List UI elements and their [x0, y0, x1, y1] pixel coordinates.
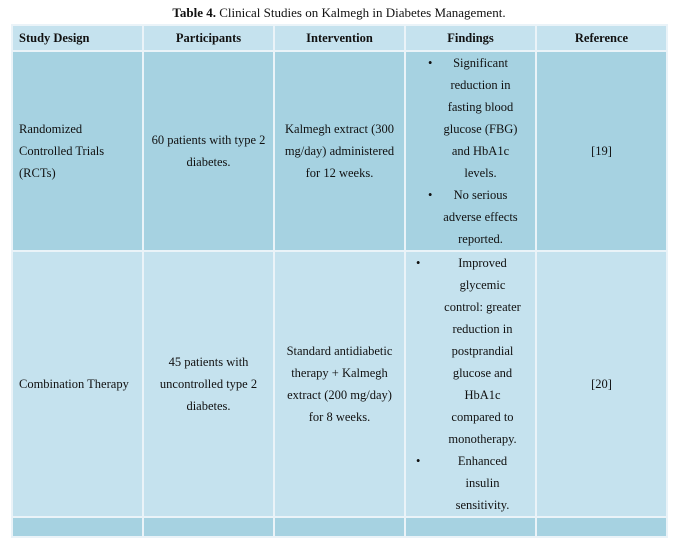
findings-item-text: No serious adverse effects reported.: [443, 188, 518, 246]
cell-participants: 60 patients with type 2 diabetes.: [143, 51, 274, 251]
bullet-icon: •: [416, 256, 421, 270]
findings-list: [412, 252, 529, 516]
empty-cell: [12, 517, 143, 537]
findings-item: [412, 450, 529, 516]
bullet-icon: •: [428, 56, 433, 70]
findings-item-text: Improved glycemic control: greater reduction in postprandial glucose and HbA1c compared to monotherapy.: [444, 256, 521, 446]
empty-cell: [274, 517, 405, 537]
header-participants: Participants: [143, 25, 274, 51]
cell-findings: [405, 251, 536, 517]
findings-item-text: Significant reduction in fasting blood glucose (FBG) and HbA1c levels.: [443, 56, 518, 180]
header-reference: Reference: [536, 25, 667, 51]
findings-item-text: Enhanced insulin sensitivity.: [455, 454, 510, 512]
cell-reference: [20]: [536, 251, 667, 517]
cell-study-design: Combination Therapy: [12, 251, 143, 517]
bullet-icon: •: [416, 454, 421, 468]
findings-list: [412, 52, 529, 250]
table-caption: [0, 4, 678, 22]
findings-item: [412, 52, 529, 184]
cell-reference: [19]: [536, 51, 667, 251]
empty-cell: [405, 517, 536, 537]
cell-participants: 45 patients with uncontrolled type 2 diabetes.: [143, 251, 274, 517]
cell-findings: [405, 51, 536, 251]
header-intervention: Intervention: [274, 25, 405, 51]
table-caption-text: Clinical Studies on Kalmegh in Diabetes Management.: [219, 5, 506, 20]
cell-study-design: Randomized Controlled Trials (RCTs): [12, 51, 143, 251]
empty-cell: [536, 517, 667, 537]
empty-cell: [143, 517, 274, 537]
table-row: [12, 51, 667, 251]
table-row: [12, 251, 667, 517]
clinical-studies-table: [11, 24, 668, 538]
bullet-icon: •: [428, 188, 433, 202]
findings-item: [412, 252, 529, 450]
findings-item: [412, 184, 529, 250]
cell-intervention: Kalmegh extract (300 mg/day) administered for 12 weeks.: [274, 51, 405, 251]
table-caption-label: Table 4.: [172, 5, 217, 20]
header-study-design: Study Design: [12, 25, 143, 51]
cell-intervention: Standard antidiabetic therapy + Kalmegh extract (200 mg/day) for 8 weeks.: [274, 251, 405, 517]
table-row-empty: [12, 517, 667, 537]
header-findings: Findings: [405, 25, 536, 51]
table-header-row: [12, 25, 667, 51]
